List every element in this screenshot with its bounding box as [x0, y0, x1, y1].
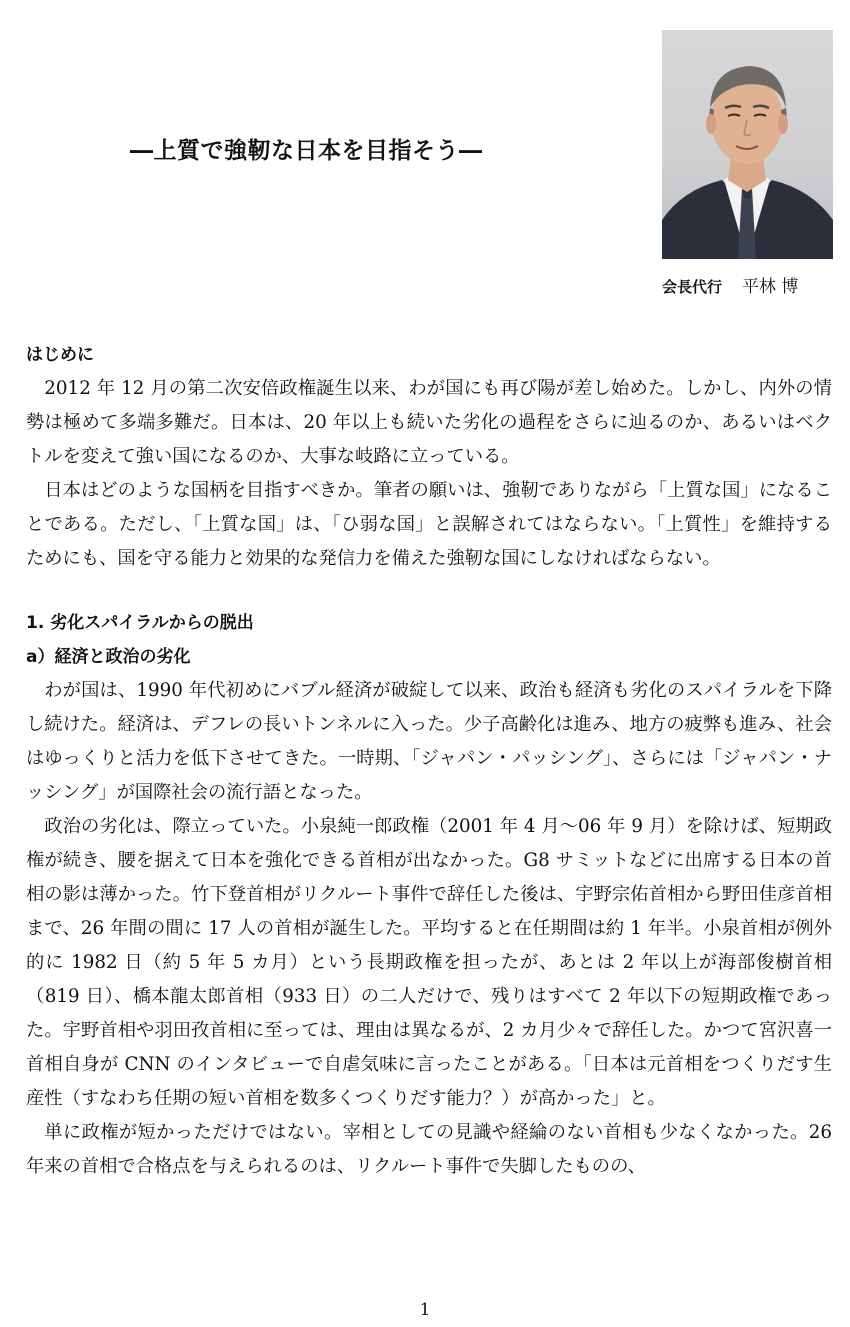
intro-paragraph-2: 日本はどのような国柄を目指すべきか。筆者の願いは、強靭でありながら「上質な国」になることである。ただし、「上質な国」は、「ひ弱な国」と誤解されてはならない。「上質性」を維持するためにも、国を守る能力と効果的な発信力を備えた強靭な国にしなければならない。 — [26, 480, 832, 569]
portrait-photo — [662, 30, 833, 259]
page-number: 1 — [419, 1300, 431, 1320]
author-name: 平林 博 — [742, 277, 799, 297]
section-1-heading: 1. 劣化スパイラルからの脱出 — [26, 613, 254, 633]
portrait-icon — [662, 30, 833, 259]
section-1a-paragraph-2: 政治の劣化は、際立っていた。小泉純一郎政権（2001 年 4 月～06 年 9 月）を除けば、短期政権が続き、腰を据えて日本を強化できる首相が出なかった。G8 サミットなどに出席する日本の首相の影は薄かった。竹下登首相がリクルート事件で辞任した後は、宇野宗佑首相から野田佳彦首相まで、26 年間の間に 17 人の首相が誕生した。平均すると在任期間は約 1 年半。小泉首相が例外的に 1982 日（約 5 年 5 カ月）という長期政権を担ったが、あとは 2 年以上が海部俊樹首相（819 日）、橋本龍太郎首相（933 日）の二人だけで、残りはすべて 2 年以下の短期政権であった。宇野首相や羽田孜首相に至っては、理由は異なるが、2 カ月少々で辞任した。かつて宮沢喜一首相自身が CNN のインタビューで自虐気味に言ったことがある。「日本は元首相をつくりだす生産性（すなわち任期の短い首相を数多くつくりだす能力？）が高かった」と。 — [26, 816, 832, 1109]
article-body — [26, 338, 832, 1184]
intro-heading: はじめに — [26, 345, 94, 365]
author-role: 会長代行 — [662, 278, 723, 296]
section-1a-paragraph-1: わが国は、1990 年代初めにバブル経済が破綻して以来、政治も経済も劣化のスパイラルを下降し続けた。経済は、デフレの長いトンネルに入った。少子高齢化は進み、地方の疲弊も進み、社会はゆっくりと活力を低下させてきた。一時期、「ジャパン・パッシング」、さらには「ジャパン・ナッシング」が国際社会の流行語となった。 — [26, 680, 832, 803]
page-title: ―上質で強靭な日本を目指そう― — [130, 138, 483, 164]
section-1a-paragraph-3: 単に政権が短かっただけではない。宰相としての見識や経綸のない首相も少なくなかった。26 年来の首相で合格点を与えられるのは、リクルート事件で失脚したものの、 — [26, 1122, 832, 1177]
intro-paragraph-1: 2012 年 12 月の第二次安倍政権誕生以来、わが国にも再び陽が差し始めた。しかし、内外の情勢は極めて多端多難だ。日本は、20 年以上も続いた劣化の過程をさらに辿るのか、あるいはベクトルを変えて強い国になるのか、大事な岐路に立っている。 — [26, 378, 832, 467]
section-1a-heading: a）経済と政治の劣化 — [26, 647, 191, 667]
author-credit — [662, 272, 837, 297]
